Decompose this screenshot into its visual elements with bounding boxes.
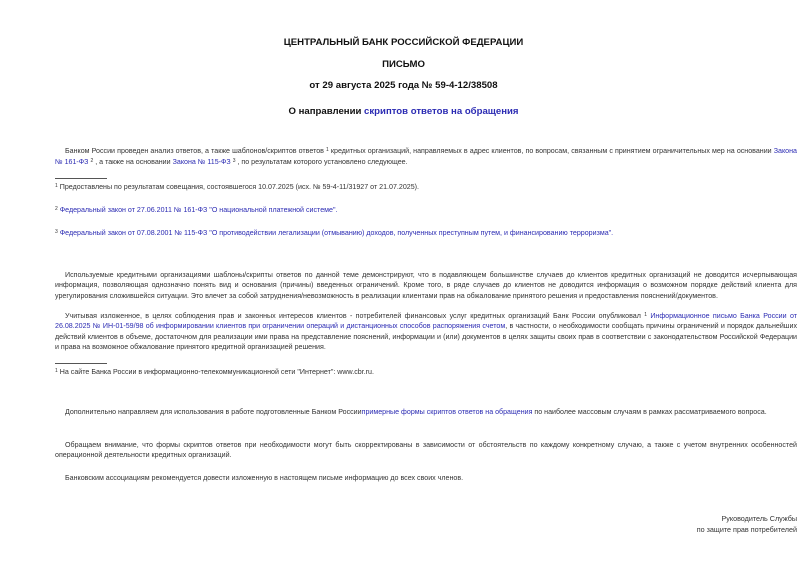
issuer-title: ЦЕНТРАЛЬНЫЙ БАНК РОССИЙСКОЙ ФЕДЕРАЦИИ [283, 37, 524, 48]
footnote-divider [55, 363, 107, 364]
text-segment: по наиболее массовым случаям в рамках рассматриваемого вопроса. [532, 408, 767, 416]
document-type: ПИСЬМО [382, 59, 425, 70]
text-segment: , а также на основании [93, 158, 173, 167]
footnote-divider [55, 178, 107, 179]
text-segment: Банком России проведен анализ ответов, а также шаблонов/скриптов ответов [65, 147, 327, 155]
info-letter-link[interactable]: Информационное письмо Банка России от 26.08.2025 № ИН-01-59/98 об информировании клиентов при ограничении операций и дистанционных способов распоряжения счетом [55, 312, 797, 331]
sample-forms-link[interactable]: примерные формы скриптов ответов на обращения [361, 408, 533, 416]
footnote-mark: 1 [55, 368, 58, 374]
footnote-1 [55, 181, 419, 192]
footnote-text: Предоставлены по результатам совещания, состоявшегося 10.07.2025 (исх. № 59-4-11/31927 от 21.07.2025). [59, 183, 419, 191]
paragraph-analysis [55, 145, 797, 168]
text-segment: кредитных организаций, направляемых в адрес клиентов, по вопросам, связанным с принятием ограничительных мер на основании [328, 147, 774, 155]
law-161-link[interactable]: Закона № 161-ФЗ [55, 147, 797, 167]
law-115-link[interactable]: Закона № 115-ФЗ [172, 158, 231, 167]
footnote-4 [55, 366, 374, 377]
footnote-mark: 1 [55, 183, 58, 189]
document-date-number: от 29 августа 2025 года № 59-4-12/38508 [309, 80, 498, 91]
text-segment: Дополнительно направляем для использования в работе подготовленные Банком России [65, 408, 362, 416]
footnote-text: На сайте Банка России в информационно-телекоммуникационной сети "Интернет": www.cbr.ru. [59, 368, 374, 376]
signature-line-1: Руководитель Службы [721, 514, 797, 523]
footnote-2[interactable] [55, 204, 337, 215]
subject-prefix: О направлении [288, 106, 365, 117]
paragraph-findings [55, 270, 797, 301]
footnote-ref-4[interactable]: 1 [644, 312, 647, 318]
text-segment: Используемые кредитными организациями шаблоны/скрипты ответов по данной теме демонстрируют, что в подавляющем большинстве случаев до клиентов кредитных организаций не доводится исчерпывающая информация, позволяющая однозначно понять вид и основания (причины) введенных ограничений. Кроме того, в ряде случаев до клиентов не доводится информация о возможном порядке действий клиента для урегулирования сложившейся ситуации. Это влечет за собой затруднения/невозможность в реализации клиентами прав на обжалование принятого решения и предоставления пояснений/документов. [55, 271, 797, 300]
text-segment: Учитывая изложенное, в целях соблюдения прав и законных интересов клиентов - потребителей финансовых услуг кредитных организаций Банк России опубликовал [65, 312, 645, 320]
signature-block [697, 513, 797, 535]
document-subject [0, 106, 807, 117]
text-segment: , в частности, о необходимости сообщать причины ограничений и порядок дальнейших действий клиентов в объеме, достаточном для реализации ими права на представление пояснений, информации и (или) документов в целях защиты своих прав в соответствии с законодательством Российской Федерации и права на возможное обжалование принятого кредитной организацией решения. [55, 322, 797, 351]
subject-link[interactable]: скриптов ответов на обращения [364, 106, 519, 117]
footnote-link-115[interactable]: Федеральный закон от 07.08.2001 № 115-ФЗ "О противодействии легализации (отмыванию) доходов, полученных преступным путем, и финансированию терроризма". [59, 229, 614, 237]
text-segment: Обращаем внимание, что формы скриптов ответов при необходимости могут быть скорректированы в зависимости от обстоятельств по каждому конкретному случаю, а также с учетом внутренних особенностей операционной деятельности кредитных организаций. [55, 441, 797, 460]
paragraph-attention [55, 440, 797, 461]
footnote-mark: 3 [55, 229, 58, 235]
footnote-mark: 2 [55, 206, 58, 212]
footnote-ref-3[interactable]: 3 [232, 158, 236, 165]
footnote-link-161[interactable]: Федеральный закон от 27.06.2011 № 161-ФЗ "О национальной платежной системе". [59, 206, 338, 214]
footnote-3[interactable] [55, 227, 613, 238]
paragraph-associations [55, 473, 797, 483]
text-segment: , по результатам которого установлено следующее. [235, 158, 408, 167]
footnote-ref-2[interactable]: 2 [90, 158, 94, 165]
paragraph-published-letter [55, 310, 797, 352]
footnote-ref-1[interactable]: 1 [326, 147, 329, 153]
signature-line-2: по защите прав потребителей [696, 525, 797, 534]
text-segment: Банковским ассоциациям рекомендуется довести изложенную в настоящем письме информацию до всех своих членов. [65, 474, 464, 482]
paragraph-sample-forms [55, 407, 797, 417]
